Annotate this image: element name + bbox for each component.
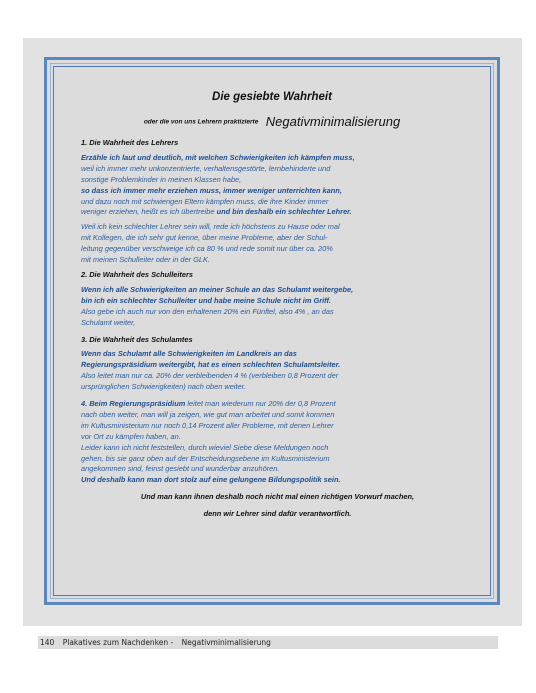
section-heading-regional: 4. Beim Regierungspräsidium — [81, 399, 186, 409]
subtitle-emphasis: Negativminimalisierung — [265, 114, 401, 130]
text-line: leitung gegenüber verschweige ich ca 80 % und rede somit nur über ca. 20% — [81, 244, 333, 254]
footer-topic: Negativminimalisierung — [181, 638, 271, 647]
text-line: vor Ort zu kämpfen haben, an. — [81, 431, 181, 441]
text-line: angekommen sind, feinst gesiebt und wunderbar anzuhören. — [81, 464, 280, 474]
text-fragment: weniger erziehen, heißt es ich übertreibe — [81, 207, 217, 217]
text-line: nach oben weiter, man will ja zeigen, wie gut man arbeitet und somit kommen — [81, 409, 335, 419]
text-line: Wenn ich alle Schwierigkeiten an meiner Schule an das Schulamt weitergebe, — [81, 284, 354, 294]
text-line: weil ich immer mehr unkonzentrierte, verhaltensgestörte, lernbehinderte und — [81, 163, 331, 173]
text-line: Weil ich kein schlechter Lehrer sein will, rede ich höchstens zu Hause oder mal — [81, 222, 340, 232]
text-line: und dazu noch mit schwierigen Eltern kämpfen muss, die ihre Kinder immer — [81, 196, 329, 206]
text-line: so dass ich immer mehr erziehen muss, immer weniger unterrichten kann, — [81, 185, 342, 195]
text-line: im Kultusministerium nur noch 0,14 Prozent aller Probleme, mit denen Lehrer — [81, 420, 334, 430]
book-title: Plakatives zum Nachdenken - — [62, 638, 174, 647]
text-line: Also gebe ich auch nur von den erhaltenen 20% ein Fünftel, also 4% , an das — [81, 306, 334, 316]
page-footer — [38, 636, 498, 649]
text-line: Erzähle ich laut und deutlich, mit welchen Schwierigkeiten ich kämpfen muss, — [81, 152, 355, 162]
closing-line-1: Und man kann ihnen deshalb noch nicht mal einen richtigen Vorwurf machen, — [140, 492, 415, 502]
text-line: gehen, bis sie ganz oben auf der Entscheidungsebene im Kultusministerium — [81, 453, 330, 463]
section-heading-school-office: 3. Die Wahrheit des Schulamtes — [81, 334, 193, 344]
text-line: Schulamt weiter, — [81, 317, 136, 327]
text-fragment: leitet man wiederum nur 20% der 0,8 Prozent — [185, 399, 336, 409]
section-heading-principal: 2. Die Wahrheit des Schulleiters — [81, 269, 193, 279]
text-line — [81, 399, 474, 410]
text-line: Regierungspräsidium weitergibt, hat es einen schlechten Schulamtsleiter. — [81, 360, 341, 370]
text-line: Leider kann ich nicht feststellen, durch wieviel Siebe diese Meldungen noch — [81, 442, 329, 452]
poster-title: Die gesiebte Wahrheit — [212, 91, 332, 103]
text-line: ursprünglichen Schwierigkeiten) nach oben weiter. — [81, 382, 246, 392]
text-line: mit Kollegen, die ich sehr gut kenne, über meine Probleme, aber der Schul- — [81, 233, 328, 243]
closing-line-2: denn wir Lehrer sind dafür verantwortlich. — [203, 509, 352, 519]
page-number: 140 — [40, 638, 55, 647]
text-line: mit meinen Schulleiter oder in der GLK. — [81, 255, 210, 265]
poster-body — [81, 138, 474, 520]
poster-subtitle — [44, 113, 500, 131]
text-line: Und deshalb kann man dort stolz auf eine gelungene Bildungspolitik sein. — [81, 475, 341, 485]
text-line: bin ich ein schlechter Schulleiter und habe meine Schule nicht im Griff. — [81, 295, 331, 305]
text-fragment-bold: und bin deshalb ein schlechter Lehrer. — [216, 207, 352, 217]
text-line: Wenn das Schulamt alle Schwierigkeiten im Landkreis an das — [81, 349, 297, 359]
section-heading-teacher: 1. Die Wahrheit des Lehrers — [81, 138, 179, 147]
text-line: Also leitet man nur ca. 20% der verbleibenden 4 % (verbleiben 0,8 Prozent der — [81, 371, 339, 381]
subtitle-prefix: oder die von uns Lehrern praktizierte — [143, 118, 259, 126]
text-line — [81, 207, 474, 218]
text-line: sonstige Problemkinder in meinen Klassen habe, — [81, 174, 242, 184]
